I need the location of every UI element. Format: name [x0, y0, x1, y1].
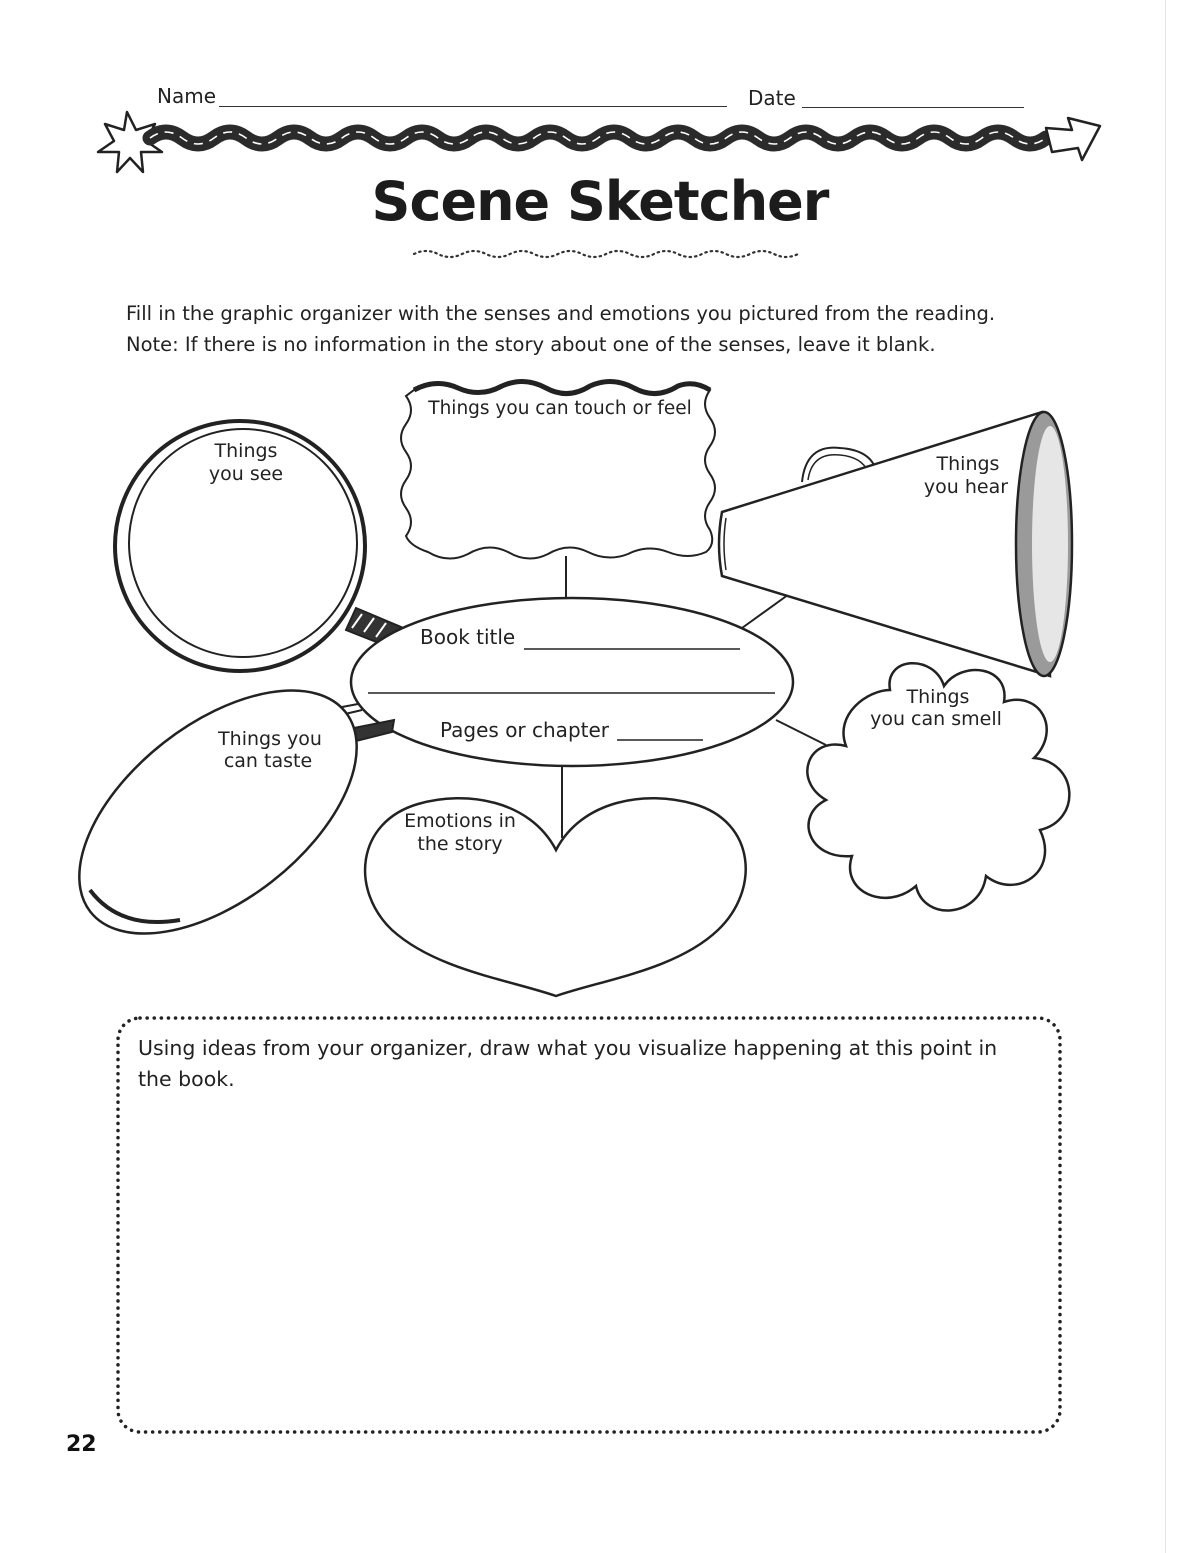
- title-dotted-underline-icon: [414, 251, 798, 257]
- arrow-icon: [1046, 118, 1100, 160]
- spoon-icon[interactable]: [36, 643, 400, 981]
- pages-label: Pages or chapter: [440, 718, 610, 742]
- page-number: 22: [66, 1432, 97, 1457]
- smell-label-line-2: you can smell: [870, 708, 1002, 730]
- wavy-rope-icon: [150, 132, 1046, 144]
- hear-label-line-1: Things: [936, 453, 1000, 475]
- connector-smell: [776, 720, 826, 745]
- cloud-icon[interactable]: [807, 663, 1069, 910]
- magnifying-glass-icon[interactable]: [115, 421, 432, 671]
- emotions-label-line-1: Emotions in: [404, 810, 516, 832]
- emotions-label-line-2: the story: [417, 833, 503, 855]
- name-label: Name: [157, 84, 217, 108]
- taste-label-line-1: Things you: [218, 728, 322, 750]
- see-label-line-2: you see: [208, 463, 284, 485]
- graphic-organizer: [0, 360, 1200, 1010]
- instructions-line-2: Note: If there is no information in the story about one of the senses, leave it blank.: [126, 333, 936, 356]
- book-info-oval[interactable]: [351, 598, 793, 766]
- taste-label-line-2: can taste: [223, 750, 313, 772]
- drawing-prompt-line-1: Using ideas from your organizer, draw what you visualize happening at this point in: [138, 1036, 998, 1060]
- smell-label-line-1: Things: [906, 686, 970, 708]
- see-label-line-1: Things: [214, 440, 278, 462]
- touch-label: Things you can touch or feel: [428, 398, 692, 419]
- drawing-area[interactable]: [138, 1033, 1008, 1095]
- touch-box[interactable]: [401, 381, 715, 558]
- drawing-prompt-line-2: the book.: [138, 1067, 235, 1091]
- megaphone-icon[interactable]: [719, 412, 1072, 676]
- page-edge: [1165, 0, 1166, 1553]
- connector-hear: [742, 592, 792, 628]
- page-title: Scene Sketcher: [371, 170, 829, 233]
- instructions-line-1: Fill in the graphic organizer with the senses and emotions you pictured from the reading.: [126, 302, 996, 325]
- hear-label-line-2: you hear: [923, 476, 1009, 498]
- instructions: [126, 298, 1046, 360]
- date-label: Date: [748, 86, 796, 110]
- heart-icon[interactable]: [365, 798, 746, 996]
- book-title-label: Book title: [420, 625, 516, 649]
